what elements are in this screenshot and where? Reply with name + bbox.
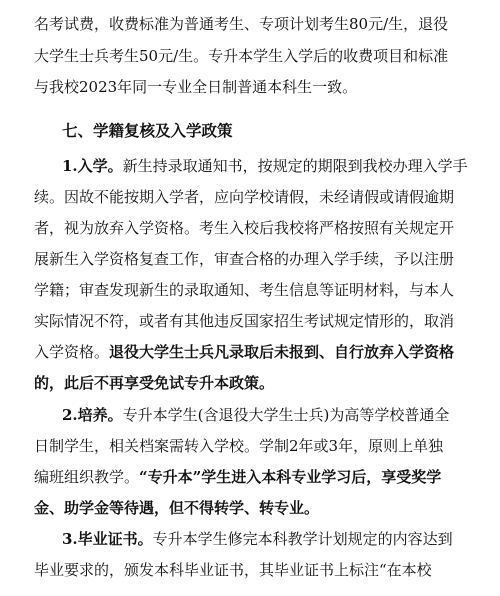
text-span: 编班组织教学。: [34, 468, 140, 486]
text-line: [0, 467, 500, 487]
item-label: 2.培养。: [62, 406, 123, 424]
item-label: 3.毕业证书。: [62, 530, 153, 548]
text-line: [0, 529, 500, 549]
text-line: 金、助学金等待遇，但不得转学、转专业。: [34, 499, 320, 517]
text-span: 专升本学生修完本科教学计划规定的内容达到: [152, 530, 453, 548]
bold-text: “专升本”学生进入本科专业学习后，享受奖学: [139, 468, 442, 486]
text-line: 学籍；审查发现新生的录取通知、考生信息等证明材料，与本人: [34, 281, 455, 299]
text-line: [0, 342, 500, 362]
text-line: 毕业要求的，颁发本科毕业证书，其毕业证书上标注“在本校: [34, 561, 432, 579]
text-span: 专升本学生(含退役大学生士兵)为高等学校普通全: [122, 406, 450, 424]
bold-text: 退役大学生士兵凡录取后未报到、自行放弃入学资格: [109, 343, 455, 361]
text-line: [0, 405, 500, 425]
text-line: 者，视为放弃入学资格。考生入校后我校将严格按照有关规定开: [34, 219, 455, 237]
text-line: 实际情况不符，或者有其他违反国家招生考试规定情形的，取消: [34, 312, 455, 330]
text-line: 的，此后不再享受免试专升本政策。: [34, 374, 275, 392]
text-line: 展新生入学资格复查工作，审查合格的办理入学手续，予以注册: [34, 250, 455, 268]
section-heading: 七、学籍复核及入学政策: [62, 121, 233, 140]
item-label: 1.入学。: [62, 157, 123, 175]
text-line: 与我校2023年同一专业全日制普通本科生一致。: [34, 78, 358, 96]
text-line: [0, 156, 500, 176]
text-line: 大学生士兵考生50元/生。专升本学生入学后的收费项目和标准: [34, 47, 449, 65]
text-line: 日制学生，相关档案需转入学校。学制2年或3年，原则上单独: [34, 437, 444, 455]
text-span: 新生持录取通知书，按规定的期限到我校办理入学手: [122, 157, 468, 175]
text-span: 入学资格。: [34, 343, 110, 361]
text-line: 续。因故不能按期入学者，应向学校请假，未经请假或请假逾期: [34, 188, 455, 206]
text-line: 名考试费，收费标准为普通考生、专项计划考生80元/生，退役: [34, 15, 449, 33]
